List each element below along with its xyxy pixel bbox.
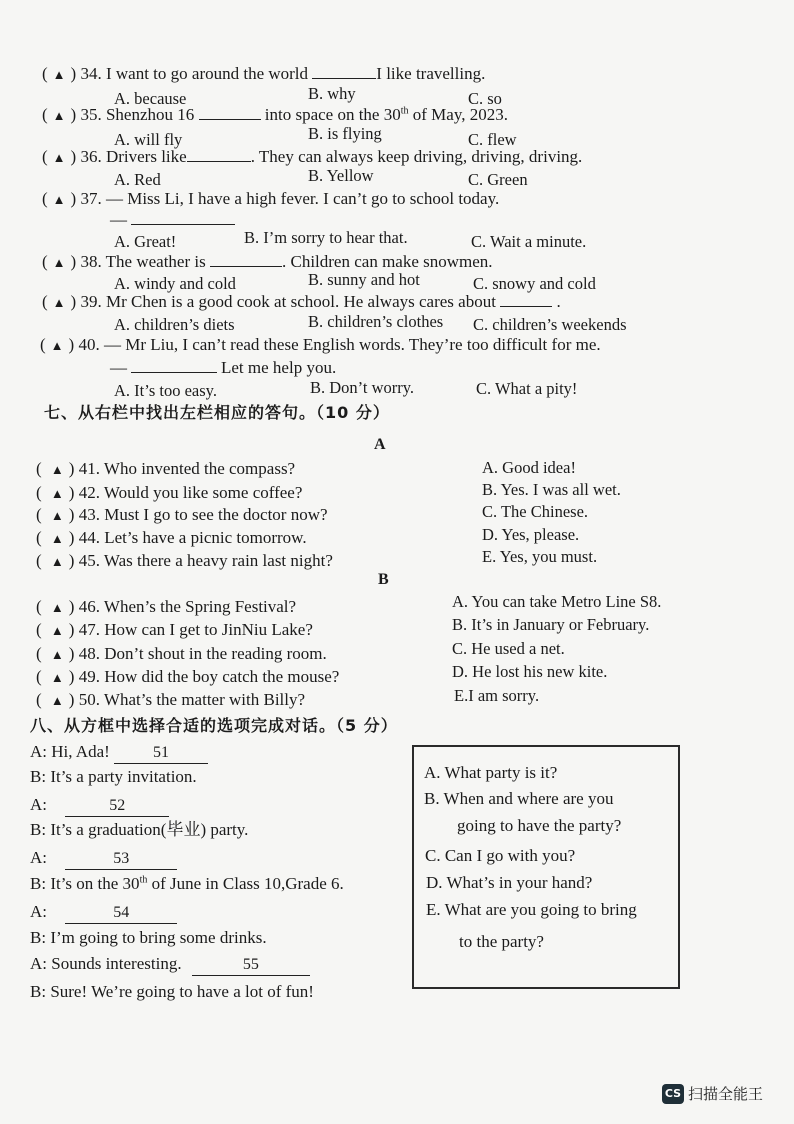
dialogue-line-6: B: It’s on the 30th of June in Class 10,Grade 6. [30,874,344,893]
match-answer: D. He lost his new kite. [452,662,608,681]
match-answer: B. Yes. I was all wet. [482,480,621,499]
part-b-label: B [378,571,389,588]
answer-blank-51: 51 [114,743,208,764]
answer-blank [312,64,376,79]
part-a-label: A [374,436,386,453]
question-37: ( ▲ ) 37. — Miss Li, I have a high fever. I can’t go to school today. [42,189,500,208]
section-8-title: 八、从方框中选择合适的选项完成对话。（5 分） [30,716,398,735]
dialogue-line-9: A: Sounds interesting. 55 [30,954,310,976]
match-answer: A. Good idea! [482,458,576,477]
option-c: C. Green [468,170,528,189]
match-row-50: ( ▲ ) 50. What’s the matter with Billy? [36,690,306,709]
triangle-mark-icon: ▲ [50,600,64,615]
dialogue-line-8: B: I’m going to bring some drinks. [30,928,267,947]
option-b: B. I’m sorry to hear that. [244,228,408,247]
triangle-mark-icon: ▲ [52,295,66,310]
match-row-42: ( ▲ ) 42. Would you like some coffee? [36,483,303,502]
match-row-44: ( ▲ ) 44. Let’s have a picnic tomorrow. [36,528,307,547]
triangle-mark-icon: ▲ [50,554,64,569]
match-row-43: ( ▲ ) 43. Must I go to see the doctor now? [36,505,328,524]
answer-blank [131,358,217,373]
triangle-mark-icon: ▲ [50,623,64,638]
dialogue-line-1: A: Hi, Ada! 51 [30,742,208,764]
dialogue-line-7: A: 54 [30,902,177,924]
box-option-b: B. When and where are you [424,789,614,808]
option-a: A. Red [114,170,161,189]
match-answer: C. He used a net. [452,639,565,658]
option-a: A. It’s too easy. [114,381,217,400]
option-c: C. Wait a minute. [471,232,587,251]
option-b: B. why [308,84,356,103]
triangle-mark-icon: ▲ [50,647,64,662]
option-c: C. so [468,89,502,108]
answer-blank [131,210,235,225]
scanner-watermark [662,1083,763,1104]
box-option-a: A. What party is it? [424,763,558,782]
match-row-48: ( ▲ ) 48. Don’t shout in the reading room. [36,644,327,663]
answer-blank [210,252,282,267]
question-35: ( ▲ ) 35. Shenzhou 16 into space on the 30th of May, 2023. [42,105,508,124]
option-c: C. children’s weekends [473,315,627,334]
option-b: B. Don’t worry. [310,378,415,397]
response-line: — Let me help you. [110,358,337,377]
question-34: ( ▲ ) 34. I want to go around the world I like travelling. [42,64,486,83]
triangle-mark-icon: ▲ [50,462,64,477]
watermark-text: 扫描全能王 [688,1085,764,1103]
triangle-mark-icon: ▲ [52,255,66,270]
dialogue-line-3: A: 52 [30,795,169,817]
option-b: B. children’s clothes [308,312,444,331]
answer-blank-53: 53 [65,849,177,870]
match-row-46: ( ▲ ) 46. When’s the Spring Festival? [36,597,297,616]
question-38: ( ▲ ) 38. The weather is . Children can make snowmen. [42,252,493,271]
answer-blank [199,105,261,120]
box-option-e: E. What are you going to bring [426,900,637,919]
option-c: C. flew [468,130,517,149]
option-a: A. will fly [114,130,183,149]
option-c: C. What a pity! [476,379,578,398]
answer-blank [500,292,552,307]
match-answer: B. It’s in January or February. [452,615,650,634]
match-answer: E. Yes, you must. [482,547,598,566]
triangle-mark-icon: ▲ [50,670,64,685]
response-line: — [110,210,235,230]
triangle-mark-icon: ▲ [52,192,66,207]
section-7-title: 七、从右栏中找出左栏相应的答句。（10 分） [44,403,390,422]
option-a: A. children’s diets [114,315,235,334]
dialogue-line-2: B: It’s a party invitation. [30,767,197,786]
dialogue-line-5: A: 53 [30,848,177,870]
question-36: ( ▲ ) 36. Drivers like . They can always keep driving, driving, driving. [42,147,583,166]
option-a: A. Great! [114,232,177,251]
box-option-b-cont: going to have the party? [457,816,622,835]
match-answer: A. You can take Metro Line S8. [452,592,662,611]
answer-blank-54: 54 [65,903,177,924]
triangle-mark-icon: ▲ [50,338,64,353]
box-option-c: C. Can I go with you? [425,846,576,865]
box-option-e-cont: to the party? [459,932,544,951]
question-40: ( ▲ ) 40. — Mr Liu, I can’t read these English words. They’re too difficult for me. [40,335,601,354]
match-row-45: ( ▲ ) 45. Was there a heavy rain last night? [36,551,333,570]
option-b: B. is flying [308,124,382,143]
match-answer: D. Yes, please. [482,525,580,544]
question-39: ( ▲ ) 39. Mr Chen is a good cook at school. He always cares about . [42,292,561,311]
match-row-41: ( ▲ ) 41. Who invented the compass? [36,459,296,478]
dialogue-line-4: B: It’s a graduation(毕业) party. [30,820,249,839]
box-option-d: D. What’s in your hand? [426,873,593,892]
match-row-49: ( ▲ ) 49. How did the boy catch the mouse? [36,667,340,686]
option-a: A. windy and cold [114,274,236,293]
camscanner-logo-icon: CS [662,1084,684,1104]
option-b: B. Yellow [308,166,374,185]
answer-blank-52: 52 [65,796,169,817]
match-answer: E.I am sorry. [454,686,540,705]
triangle-mark-icon: ▲ [50,508,64,523]
match-row-47: ( ▲ ) 47. How can I get to JinNiu Lake? [36,620,313,639]
answer-blank-55: 55 [192,955,310,976]
answer-blank [187,147,251,162]
triangle-mark-icon: ▲ [52,67,66,82]
option-b: B. sunny and hot [308,270,420,289]
triangle-mark-icon: ▲ [50,693,64,708]
triangle-mark-icon: ▲ [52,108,66,123]
triangle-mark-icon: ▲ [52,150,66,165]
option-c: C. snowy and cold [473,274,596,293]
triangle-mark-icon: ▲ [50,486,64,501]
triangle-mark-icon: ▲ [50,531,64,546]
question-stem: 34. I want to go around the world [80,64,309,83]
match-answer: C. The Chinese. [482,502,589,521]
dialogue-line-10: B: Sure! We’re going to have a lot of fun! [30,982,314,1001]
option-a: A. because [114,89,187,108]
